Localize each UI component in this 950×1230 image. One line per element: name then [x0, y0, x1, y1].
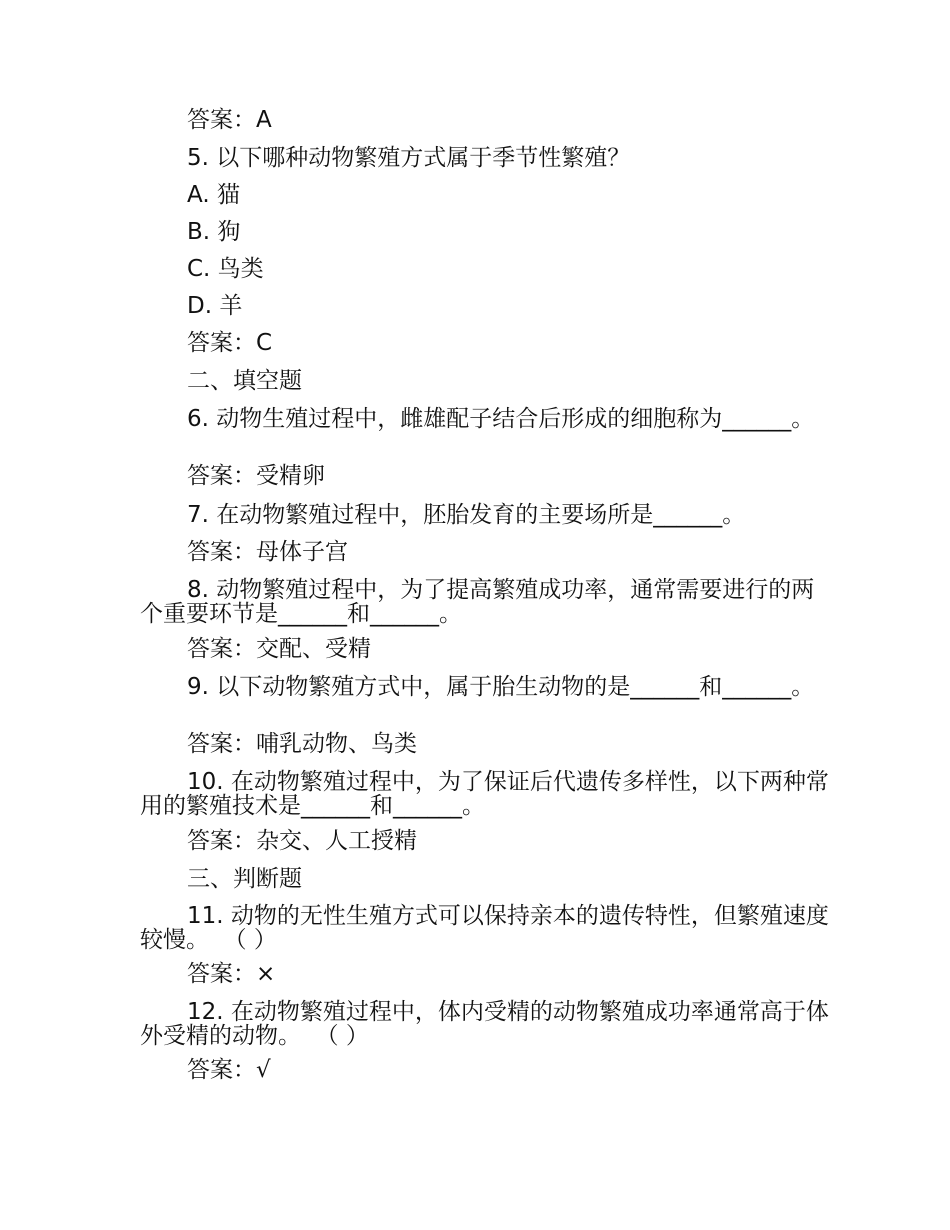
- option-a: A. 猫: [187, 182, 240, 208]
- question-5: 5. 以下哪种动物繁殖方式属于季节性繁殖？: [187, 145, 631, 171]
- answer-7: 答案：母体子宫: [187, 539, 348, 565]
- question-8: 8. 动物繁殖过程中，为了提高繁殖成功率，通常需要进行的两个重要环节是______和______。: [140, 577, 815, 627]
- question-10: 10. 在动物繁殖过程中，为了保证后代遗传多样性，以下两种常用的繁殖技术是______和______。: [140, 769, 829, 819]
- option-b: B. 狗: [187, 219, 241, 245]
- section-heading-true-false: 三、判断题: [187, 866, 302, 892]
- question-11: 11. 动物的无性生殖方式可以保持亲本的遗传特性，但繁殖速度较慢。 （ ）: [140, 903, 829, 953]
- section-heading-fill-blank: 二、填空题: [187, 368, 302, 394]
- answer-8: 答案：交配、受精: [187, 636, 371, 662]
- answer-10: 答案：杂交、人工授精: [187, 828, 417, 854]
- question-9: 9. 以下动物繁殖方式中，属于胎生动物的是______和______。: [187, 674, 815, 700]
- question-6: 6. 动物生殖过程中，雌雄配子结合后形成的细胞称为______。: [187, 406, 815, 432]
- answer-11: 答案：×: [187, 961, 276, 987]
- answer-12: 答案：√: [187, 1057, 271, 1083]
- question-12: 12. 在动物繁殖过程中，体内受精的动物繁殖成功率通常高于体外受精的动物。 （ ）: [140, 999, 829, 1049]
- answer-5: 答案：C: [187, 330, 273, 356]
- option-d: D. 羊: [187, 293, 243, 319]
- question-7: 7. 在动物繁殖过程中，胚胎发育的主要场所是______。: [187, 502, 746, 528]
- answer-4: 答案：A: [187, 107, 272, 133]
- option-c: C. 鸟类: [187, 256, 264, 282]
- answer-9: 答案：哺乳动物、鸟类: [187, 731, 417, 757]
- answer-6: 答案：受精卵: [187, 463, 325, 489]
